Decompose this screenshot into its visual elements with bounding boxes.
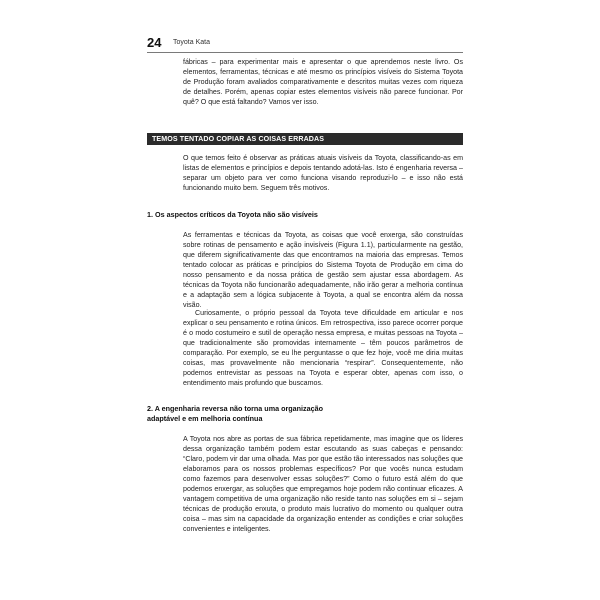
running-title: Toyota Kata <box>173 39 210 46</box>
subsection-heading-2-line-2: adaptável e em melhoria contínua <box>147 414 263 423</box>
intro-paragraph-block <box>183 57 463 107</box>
section-intro-paragraph: O que temos feito é observar as práticas atuais visíveis da Toyota, classificando-as em listas de elementos e princípios e depois tentando adotá-las. Isto é engenharia reversa – separar um objeto para ver como funciona visando reproduzi-lo – e isso não está funcionando muito bem. Seguem três motivos. <box>183 154 463 192</box>
subsection-heading-1 <box>147 210 463 220</box>
section-banner-title: TEMOS TENTADO COPIAR AS COISAS ERRADAS <box>152 135 325 143</box>
subsection-1-paragraph-1: As ferramentas e técnicas da Toyota, as coisas que você enxerga, são construídas sobre rotinas de pensamento e ação invisíveis (Figura 1.1), particularmente na gestão, que diferem significativamente das que encontramos na maioria das empresas. Temos tentado colocar as práticas e princípios do Sistema Toyota de Produção em cima do nosso pensamento e da nossa prática de gestão sem ajustar essa abordagem. As técnicas da Toyota não funcionarão adequadamente, não irão gerar a melhoria contínua e a adaptação sem a lógica subjacente à Toyota, a qual se encontra além da nossa visão. <box>183 231 463 309</box>
subsection-1-paragraph-2: Curiosamente, o próprio pessoal da Toyota teve dificuldade em articular e nos explicar o seu pensamento e rotina únicos. Em retrospectiva, isso parece ocorrer porque é o modo costumeiro e sutil de operação nessa empresa, e muitas pessoas na Toyota – que tradicionalmente são promovidas internamente – têm poucos parâmetros de comparação. Por exemplo, se eu lhe perguntasse o que fez hoje, você me diria muitas coisas, mas provavelmente não mencionaria “respirar”. Consequentemente, não podemos entrevistar as pessoas na Toyota e esperar obter, apenas com isso, o entendimento mais profundo que buscamos. <box>183 309 463 387</box>
subsection-2-paragraph-1-block <box>183 434 463 534</box>
subsection-2-paragraph-1: A Toyota nos abre as portas de sua fábrica repetidamente, mas imagine que os líderes dessa organização também podem estar escutando as suas cabeças e pensando: “Claro, podem vir dar uma olhada. Mas por que estão tão interessados nas soluções que elaboramos para os nossos problemas específicos? Por que vocês nunca estudam como fazemos para desenvolver essas soluções?” Como o futuro está além do que podemos enxergar, as soluções que empregamos hoje podem não continuar eficazes. A vantagem competitiva de uma organização não reside tanto nas soluções em si – sejam técnicas de produção enxuta, o produto mais lucrativo do momento ou qualquer outra coisa – mas sim na capacidade da organização entender as condições e criar soluções convenientes e inteligentes. <box>183 435 463 533</box>
subsection-heading-2 <box>147 404 463 424</box>
subsection-heading-1-text: 1. Os aspectos críticos da Toyota não são visíveis <box>147 210 318 219</box>
subsection-1-paragraph-2-block <box>183 308 463 388</box>
page-number: 24 <box>147 35 162 50</box>
section-intro-block <box>183 153 463 193</box>
intro-paragraph: fábricas – para experimentar mais e apresentar o que aprendemos neste livro. Os elementos, ferramentas, técnicas e até mesmo os princípios visíveis do Sistema Toyota de Produção foram avaliados comparativamente e descritos muitas vezes com riqueza de detalhes. Porém, apenas copiar estes elementos visíveis não parece funcionar. Por quê? O que está faltando? Vamos ver isso. <box>183 58 463 106</box>
subsection-1-paragraph-1-block <box>183 230 463 310</box>
page-header <box>147 36 463 53</box>
subsection-heading-2-line-1: 2. A engenharia reversa não torna uma organização <box>147 404 324 413</box>
section-banner <box>147 133 463 145</box>
